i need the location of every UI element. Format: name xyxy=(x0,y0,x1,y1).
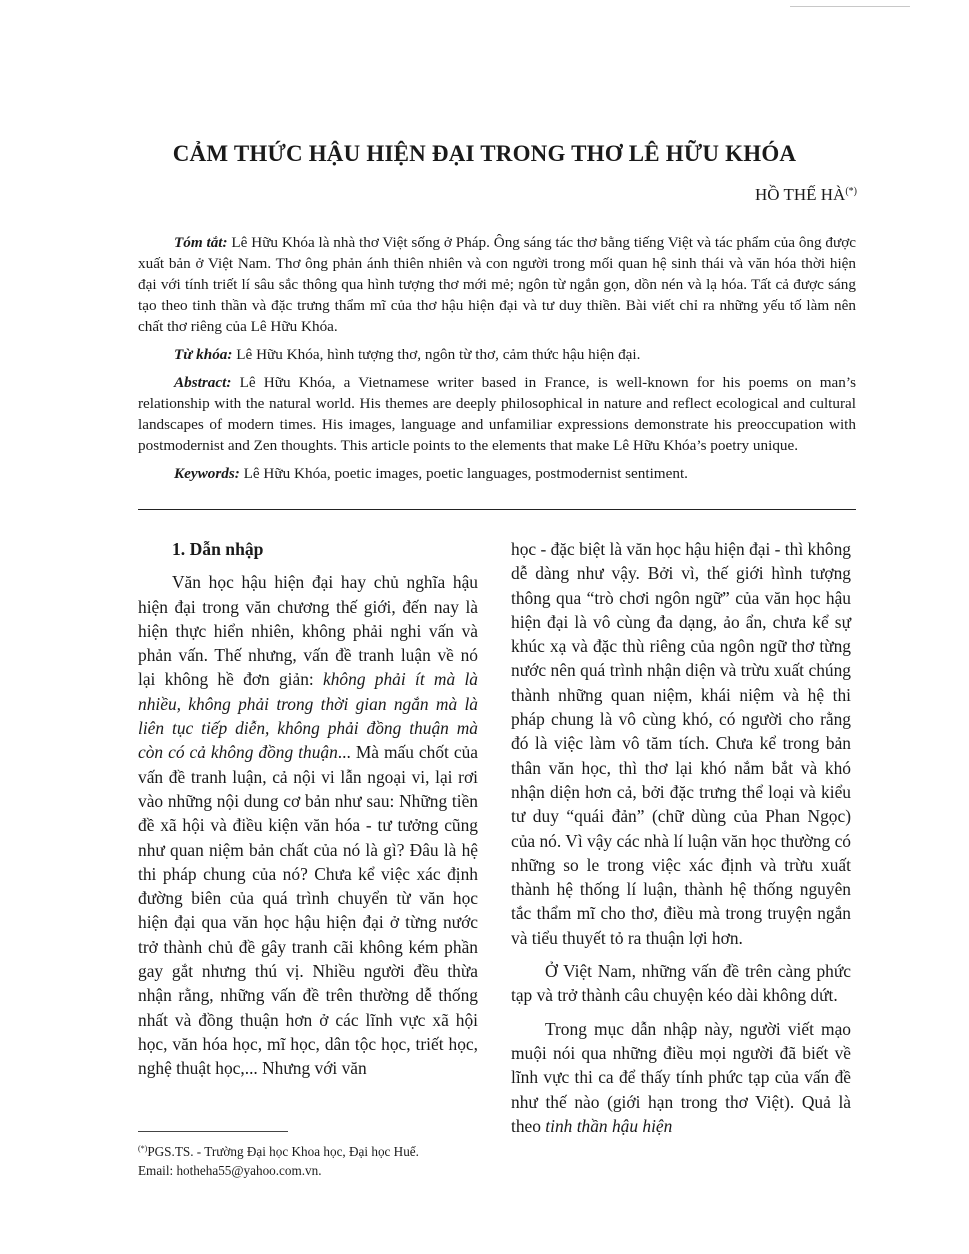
footnote xyxy=(138,1139,483,1180)
header-mark xyxy=(790,6,910,7)
keywords-vi-text: Lê Hữu Khóa, hình tượng thơ, ngôn từ thơ, cảm thức hậu hiện đại. xyxy=(236,346,641,363)
keywords-en-label: Keywords: xyxy=(174,465,240,482)
footnote-affiliation xyxy=(138,1139,483,1161)
column-right xyxy=(511,537,851,1138)
author-note-mark: (*) xyxy=(845,186,857,197)
paragraph: Ở Việt Nam, những vấn đề trên càng phức tạp và trở thành câu chuyện kéo dài không dứt. xyxy=(511,961,851,1006)
summary-vi xyxy=(138,232,856,337)
abstract-divider xyxy=(138,509,856,510)
author-line xyxy=(755,185,857,205)
paragraph-italic: tinh thần hậu hiện xyxy=(545,1115,673,1136)
column-left xyxy=(138,537,478,1081)
paragraph-text: Trong mục dẫn nhập này, người viết mạo muội nói qua những điều mọi người đã biết về lĩnh vực thi ca để thấy tính phức tạp của vấn đề như thế nào (giới hạn trong thơ Việt). Quả là theo xyxy=(511,1018,851,1136)
paragraph-text: ... Mà mấu chốt của vấn đề tranh luận, cả nội vi lẫn ngoại vi, lại rơi vào những nội dung cơ bản như sau: Những tiền đề xã hội và điều kiện văn hóa - tư tưởng cũng như quan niệm bản chất của nó là gì? Đâu là hệ thi pháp chung của nó? Chưa kể việc xác định đường biên của quá trình chuyển từ văn học hiện đại qua văn học hậu hiện đại ở từng nước trở thành chủ đề gây tranh cãi không kém phần gay gắt nhưng thú vị. Nhiều người đều thừa nhận rằng, những vấn đề trên thường dễ thống nhất và đồng thuận hơn ở các lĩnh vực xã hội học, văn hóa học, mĩ học, dân tộc học, triết học, nghệ thuật học,... Nhưng với văn xyxy=(138,742,478,1079)
keywords-en xyxy=(138,463,856,484)
abstract-en xyxy=(138,372,856,456)
article-title: CẢM THỨC HẬU HIỆN ĐẠI TRONG THƠ LÊ HỮU KHÓA xyxy=(172,141,797,166)
summary-vi-text: Lê Hữu Khóa là nhà thơ Việt sống ở Pháp. Ông sáng tác thơ bằng tiếng Việt và tác phẩm của ông được xuất bản ở Việt Nam. Thơ ông phản ánh thiên nhiên và con người trong mối quan hệ sinh thái và văn hóa thời hiện đại với tính triết lí sâu sắc thông qua hình tượng thơ mới mẻ; ngôn từ ngắn gọn, dồn nén và lạ hóa. Tất cả được sáng tạo theo tinh thần và đặc trưng thẩm mĩ của thơ hậu hiện đại và tư duy thiền. Bài viết chỉ ra những yếu tố làm nên chất thơ riêng của Lê Hữu Khóa. xyxy=(138,234,857,335)
abstract-en-text: Lê Hữu Khóa, a Vietnamese writer based in France, is well-known for his poems on man’s relationship with the natural world. His themes are deeply philosophical in nature and reflect ecological and cultural landscapes of modern times. His images, language and unfamiliar expressions demonstrate his preoccupation with postmodernist and Zen thoughts. This article points to the elements that make Lê Hữu Khóa’s poetry unique. xyxy=(138,374,857,454)
author-name: HỒ THẾ HÀ xyxy=(754,185,846,204)
keywords-vi xyxy=(138,344,856,365)
paragraph xyxy=(511,1017,851,1138)
abstract-en-label: Abstract: xyxy=(174,374,232,391)
abstract-block xyxy=(138,232,856,491)
paragraph: học - đặc biệt là văn học hậu hiện đại - thì không dễ dàng như vậy. Bởi vì, thế giới hình tượng thông qua “trò chơi ngôn ngữ” của văn học hậu hiện đại là vô cùng đa dạng, ảo ẩn, chưa kể sự khúc xạ và đặc thù riêng của ngôn ngữ thơ từng nước nên quá trình nhận diện và trừu xuất chúng thành những quan niệm, khái niệm và hệ thi pháp chung là vô cùng khó, có người cho rằng đó là việc làm vô tăm tích. Chưa kể trong bản thân văn học, thì thơ lại khó nắm bắt và khó nhận diện hơn cả, bởi đặc trưng thể loại và kiểu tư duy “quái đản” (chữ dùng của Phan Ngọc) của nó. Vì vậy các nhà lí luận văn học thường có những so le trong việc xác định và trừu xuất thành hệ thống lí luận, thành hệ thống nguyên tắc thẩm mĩ cho thơ, điều mà trong truyện ngắn và tiểu thuyết tỏ ra thuận lợi hơn. xyxy=(511,539,851,948)
paragraph xyxy=(138,570,478,1080)
footnote-divider xyxy=(138,1131,288,1132)
paragraph-italic: không phải ít mà là nhiều, không phải trong thời gian ngắn mà là liên tục tiếp diễn, không phải đồng thuận mà còn có cả không đồng thuận xyxy=(138,669,478,763)
footnote-line: PGS.TS. - Trường Đại học Khoa học, Đại học Huế. xyxy=(147,1144,419,1159)
keywords-vi-label: Từ khóa: xyxy=(174,346,233,363)
paragraph-text: Văn học hậu hiện đại hay chủ nghĩa hậu hiện đại trong văn chương thế giới, đến nay là hiện thực hiển nhiên, không phải nghi vấn và phản vấn. Thế nhưng, vấn đề tranh luận về nó lại không hề đơn giản: xyxy=(138,572,478,690)
footnote-mark: (*) xyxy=(138,1144,148,1153)
footnote-email: Email: hotheha55@yahoo.com.vn. xyxy=(138,1163,322,1178)
keywords-en-text: Lê Hữu Khóa, poetic images, poetic languages, postmodernist sentiment. xyxy=(243,465,688,482)
section-heading: 1. Dẫn nhập xyxy=(172,539,264,559)
summary-vi-label: Tóm tắt: xyxy=(174,234,228,251)
